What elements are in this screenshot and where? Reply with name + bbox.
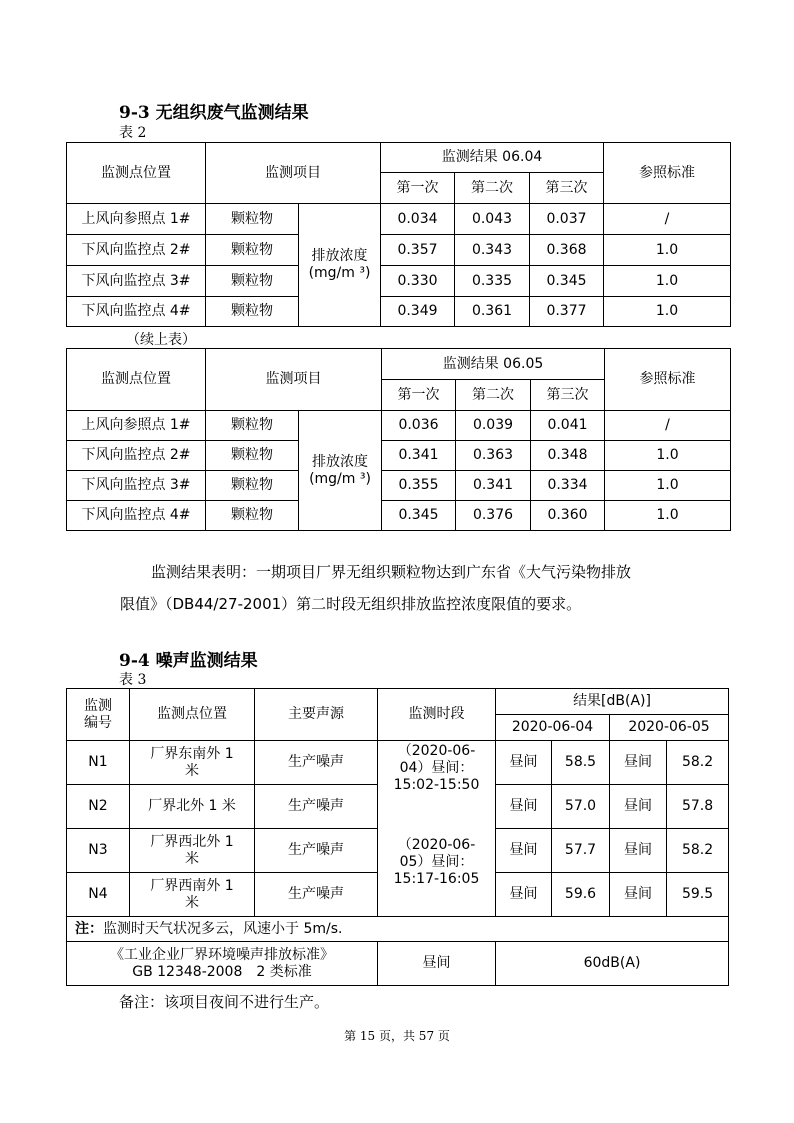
conclusion-line-2: 限值》（DB44/27-2001）第二时段无组织排放监控浓度限值的要求。	[120, 595, 582, 613]
cell-value: 0.377	[530, 297, 604, 327]
cell-id: N3	[67, 829, 130, 873]
cell-value: 0.039	[456, 411, 531, 441]
header-second: 第二次	[455, 173, 530, 204]
standard-name: 《工业企业厂界环境噪声排放标准》 GB 12348-2008 2 类标准	[67, 942, 378, 986]
cell-value: 0.341	[456, 471, 531, 501]
cell-id: N2	[67, 785, 130, 829]
cell-standard: 1.0	[605, 441, 731, 471]
cell-source: 生产噪声	[255, 829, 378, 873]
cell-value: 58.5	[552, 741, 610, 785]
cell-value: 0.335	[455, 266, 530, 297]
header-third: 第三次	[530, 173, 604, 204]
header-first: 第一次	[382, 380, 456, 411]
table-row	[67, 411, 731, 441]
table-3-noise	[66, 688, 729, 986]
cell-value: 0.343	[455, 235, 530, 266]
cell-value: 0.034	[381, 204, 455, 235]
table-row	[67, 829, 729, 873]
header-source: 主要声源	[255, 689, 378, 741]
cell-value: 0.348	[531, 441, 605, 471]
header-date-0604: 2020-06-04	[496, 715, 610, 741]
cell-standard: 1.0	[604, 297, 731, 327]
weather-note: 注：监测时天气状况多云，风速小于 5m/s.	[67, 917, 729, 942]
cell-item: 颗粒物	[206, 441, 299, 471]
cell-daytime: 昼间	[610, 741, 667, 785]
header-standard: 参照标准	[604, 143, 731, 204]
table-row	[67, 441, 731, 471]
header-item: 监测项目	[206, 349, 382, 411]
cell-value: 0.345	[382, 501, 456, 531]
cell-concentration: 排放浓度 (mg/m ³)	[299, 204, 381, 327]
cell-value: 0.361	[455, 297, 530, 327]
section-title-9-3: 9-3 无组织废气监测结果	[119, 103, 309, 123]
cell-location: 下风向监控点 3#	[67, 266, 206, 297]
cell-standard: 1.0	[605, 471, 731, 501]
cell-daytime: 昼间	[610, 829, 667, 873]
table-label-3: 表 3	[119, 672, 147, 688]
table-row	[67, 501, 731, 531]
header-location: 监测点位置	[67, 349, 206, 411]
header-id: 监测 编号	[67, 689, 130, 741]
cell-daytime: 昼间	[496, 741, 552, 785]
cell-location: 上风向参照点 1#	[67, 204, 206, 235]
cell-standard: 1.0	[604, 266, 731, 297]
table-row	[67, 204, 731, 235]
cell-daytime: 昼间	[610, 785, 667, 829]
cell-value: 57.0	[552, 785, 610, 829]
header-item: 监测项目	[206, 143, 381, 204]
cell-standard: /	[605, 411, 731, 441]
cell-location: 下风向监控点 4#	[67, 501, 206, 531]
cell-value: 0.360	[531, 501, 605, 531]
cell-location: 下风向监控点 4#	[67, 297, 206, 327]
cell-value: 57.7	[552, 829, 610, 873]
cell-item: 颗粒物	[206, 471, 299, 501]
cell-value: 59.5	[667, 873, 729, 917]
cell-item: 颗粒物	[206, 411, 299, 441]
cell-location: 厂界东南外 1 米	[130, 741, 255, 785]
cell-value: 0.355	[382, 471, 456, 501]
cell-item: 颗粒物	[206, 204, 299, 235]
cell-period-0605: （2020-06- 05）昼间： 15:17-16:05	[378, 829, 496, 917]
cell-value: 0.334	[531, 471, 605, 501]
cell-value: 58.2	[667, 741, 729, 785]
cell-daytime: 昼间	[496, 829, 552, 873]
page-footer: 第 15 页，共 57 页	[344, 1029, 450, 1043]
cell-item: 颗粒物	[206, 266, 299, 297]
cell-item: 颗粒物	[206, 235, 299, 266]
table-2-0604	[66, 142, 731, 327]
cell-value: 0.036	[382, 411, 456, 441]
cell-daytime: 昼间	[610, 873, 667, 917]
table-row	[67, 235, 731, 266]
cell-daytime: 昼间	[496, 785, 552, 829]
cell-daytime: 昼间	[496, 873, 552, 917]
table-row	[67, 297, 731, 327]
cell-source: 生产噪声	[255, 741, 378, 785]
header-period: 监测时段	[378, 689, 496, 741]
cell-value: 0.345	[530, 266, 604, 297]
cell-location: 厂界西北外 1 米	[130, 829, 255, 873]
cell-value: 0.037	[530, 204, 604, 235]
remark: 备注：该项目夜间不进行生产。	[119, 993, 330, 1011]
cell-source: 生产噪声	[255, 785, 378, 829]
table-row	[67, 266, 731, 297]
cell-value: 0.357	[381, 235, 455, 266]
cell-location: 厂界北外 1 米	[130, 785, 255, 829]
header-result: 结果[dB(A)]	[496, 689, 729, 715]
table-row	[67, 741, 729, 785]
conclusion-line-1: 监测结果表明：一期项目厂界无组织颗粒物达到广东省《大气污染物排放	[151, 563, 632, 581]
cell-item: 颗粒物	[206, 501, 299, 531]
cell-item: 颗粒物	[206, 297, 299, 327]
cell-value: 0.041	[531, 411, 605, 441]
cell-standard: 1.0	[605, 501, 731, 531]
cell-location: 下风向监控点 2#	[67, 235, 206, 266]
header-second: 第二次	[456, 380, 531, 411]
header-results-0604: 监测结果 06.04	[381, 143, 604, 173]
cell-period-0604: （2020-06- 04）昼间： 15:02-15:50	[378, 741, 496, 829]
cell-value: 0.341	[382, 441, 456, 471]
cell-value: 59.6	[552, 873, 610, 917]
cell-standard: /	[604, 204, 731, 235]
cell-location: 下风向监控点 3#	[67, 471, 206, 501]
cell-value: 0.349	[381, 297, 455, 327]
header-standard: 参照标准	[605, 349, 731, 411]
cell-location: 上风向参照点 1#	[67, 411, 206, 441]
header-third: 第三次	[531, 380, 605, 411]
cell-standard: 1.0	[604, 235, 731, 266]
cell-value: 57.8	[667, 785, 729, 829]
cell-location: 下风向监控点 2#	[67, 441, 206, 471]
cell-value: 0.363	[456, 441, 531, 471]
header-location: 监测点位置	[67, 143, 206, 204]
cell-id: N4	[67, 873, 130, 917]
cell-value: 0.368	[530, 235, 604, 266]
cell-value: 0.043	[455, 204, 530, 235]
table-row	[67, 471, 731, 501]
cell-value: 0.330	[381, 266, 455, 297]
cell-value: 58.2	[667, 829, 729, 873]
header-date-0605: 2020-06-05	[610, 715, 729, 741]
cell-concentration: 排放浓度 (mg/m ³)	[299, 411, 382, 531]
header-first: 第一次	[381, 173, 455, 204]
continue-label: （续上表）	[126, 332, 196, 348]
cell-value: 0.376	[456, 501, 531, 531]
cell-location: 厂界西南外 1 米	[130, 873, 255, 917]
header-location: 监测点位置	[130, 689, 255, 741]
table-2-0605	[66, 348, 731, 531]
table-label-2: 表 2	[119, 125, 147, 141]
standard-period: 昼间	[378, 942, 496, 986]
section-title-9-4: 9-4 噪声监测结果	[119, 651, 258, 671]
standard-value: 60dB(A)	[496, 942, 729, 986]
cell-source: 生产噪声	[255, 873, 378, 917]
header-results-0605: 监测结果 06.05	[382, 349, 605, 380]
cell-id: N1	[67, 741, 130, 785]
